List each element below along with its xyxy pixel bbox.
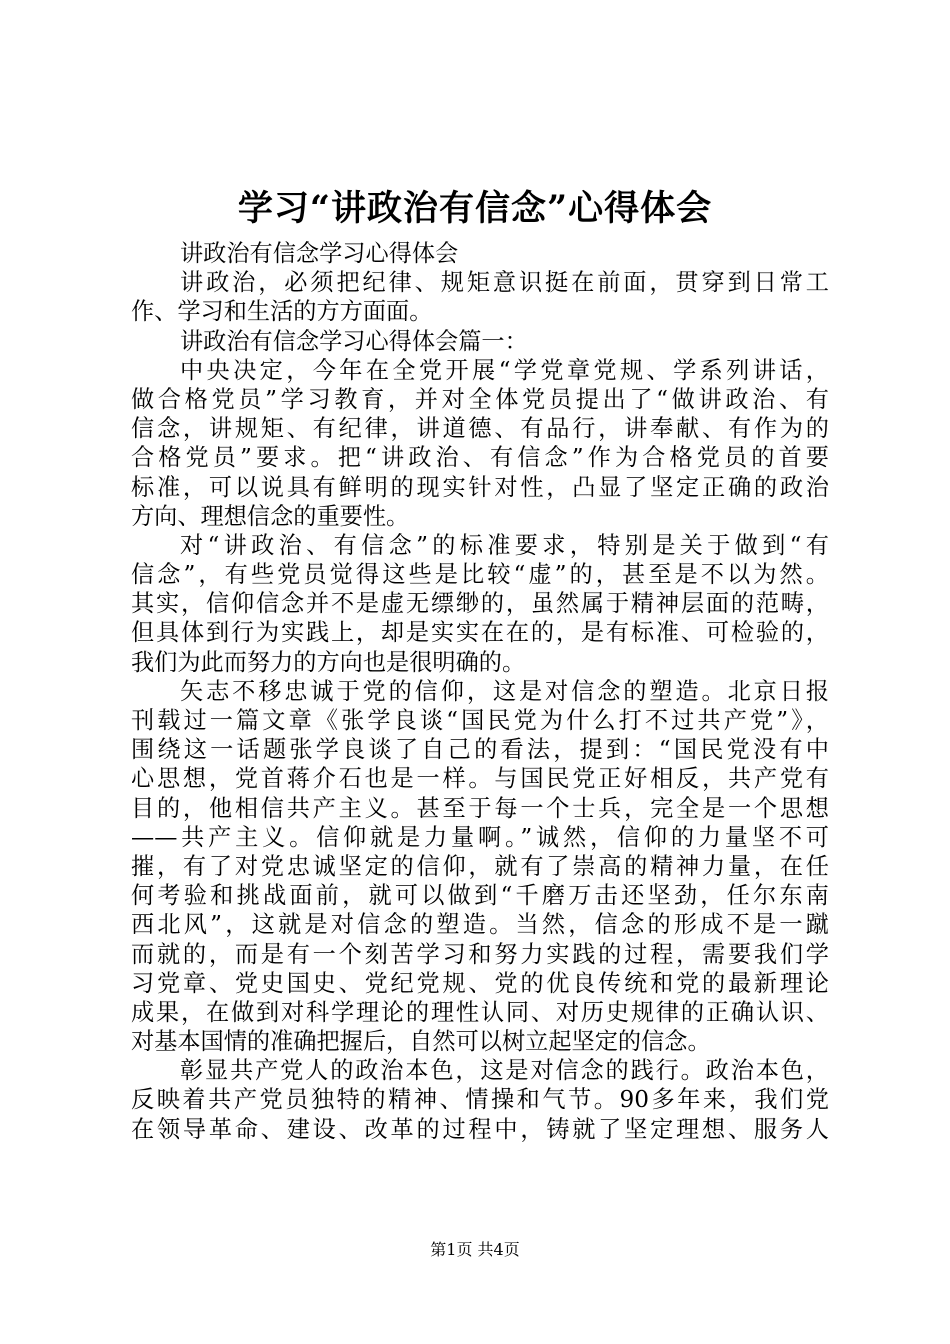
text-line: 围绕这一话题张学良谈了自己的看法，提到：“国民党没有中 — [131, 736, 829, 764]
text-line: 讲政治有信念学习心得体会 — [180, 240, 459, 267]
text-line: 目的，他相信共产主义。甚至于每一个士兵，完全是一个思想 — [131, 794, 829, 822]
text-line: 合格党员”要求。把“讲政治、有信念”作为合格党员的首要 — [131, 444, 829, 472]
text-line: ——共产主义。信仰就是力量啊。”诚然，信仰的力量坚不可 — [131, 823, 829, 851]
text-line: 方向、理想信念的重要性。 — [131, 502, 410, 530]
text-line: 但具体到行为实践上，却是实实在在的，是有标准、可检验的， — [131, 619, 829, 647]
text-line: 信念，讲规矩、有纪律，讲道德、有品行，讲奉献、有作为的 — [131, 415, 829, 443]
text-line: 信念”，有些党员觉得这些是比较“虚”的，甚至是不以为然。 — [131, 561, 829, 589]
text-line: 标准，可以说具有鲜明的现实针对性，凸显了坚定正确的政治 — [131, 473, 829, 501]
text-line: 何考验和挑战面前，就可以做到“千磨万击还坚劲，任尔东南 — [131, 882, 829, 910]
text-line: 作、学习和生活的方方面面。 — [131, 298, 433, 326]
text-line: 反映着共产党员独特的精神、情操和气节。90多年来，我们党 — [131, 1086, 829, 1114]
text-line: 习党章、党史国史、党纪党规、党的优良传统和党的最新理论 — [131, 969, 829, 997]
text-line: 中央决定，今年在全党开展“学党章党规、学系列讲话， — [180, 356, 829, 384]
page-footer: 第1页 共4页 — [430, 1240, 520, 1259]
text-line: 讲政治，必须把纪律、规矩意识挺在前面，贯穿到日常工 — [180, 269, 829, 297]
document-body — [131, 239, 829, 1144]
text-line: 矢志不移忠诚于党的信仰，这是对信念的塑造。北京日报 — [180, 677, 829, 705]
text-line: 做合格党员”学习教育，并对全体党员提出了“做讲政治、有 — [131, 385, 829, 413]
text-line: 我们为此而努力的方向也是很明确的。 — [131, 648, 526, 676]
text-line: 而就的，而是有一个刻苦学习和努力实践的过程，需要我们学 — [131, 940, 829, 968]
text-line: 心思想，党首蒋介石也是一样。与国民党正好相反，共产党有 — [131, 765, 829, 793]
text-line: 对基本国情的准确把握后，自然可以树立起坚定的信念。 — [131, 1028, 711, 1056]
text-line: 在领导革命、建设、改革的过程中，铸就了坚定理想、服务人 — [131, 1115, 829, 1143]
text-line: 讲政治有信念学习心得体会篇一： — [180, 327, 528, 355]
text-line: 对“讲政治、有信念”的标准要求，特别是关于做到“有 — [180, 531, 829, 559]
text-line: 西北风”，这就是对信念的塑造。当然，信念的形成不是一蹴 — [131, 911, 829, 939]
text-line: 刊载过一篇文章《张学良谈“国民党为什么打不过共产党”》， — [131, 707, 829, 734]
text-line: 成果，在做到对科学理论的理性认同、对历史规律的正确认识、 — [131, 998, 829, 1026]
document-title: 学习“讲政治有信念”心得体会 — [237, 188, 713, 229]
text-line: 摧，有了对党忠诚坚定的信仰，就有了崇高的精神力量，在任 — [131, 852, 829, 880]
text-line: 彰显共产党人的政治本色，这是对信念的践行。政治本色， — [180, 1057, 829, 1085]
text-line: 其实，信仰信念并不是虚无缥缈的，虽然属于精神层面的范畴， — [131, 590, 829, 618]
